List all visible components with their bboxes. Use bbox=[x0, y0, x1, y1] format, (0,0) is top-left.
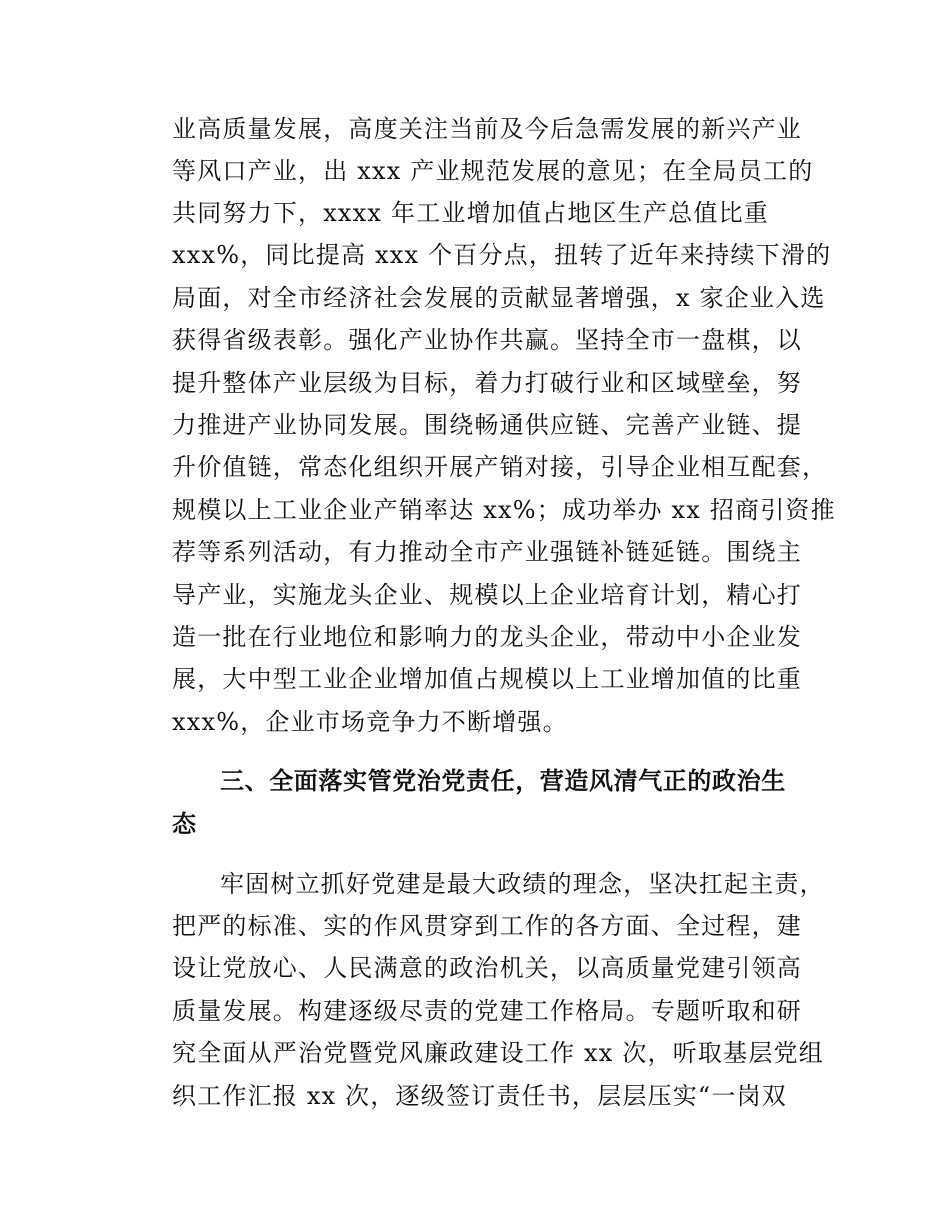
heading-line: 三、全面落实管党治党责任，营造风清气正的政治生 bbox=[220, 767, 786, 795]
text-line: 升价值链，常态化组织开展产销对接，引导企业相互配套， bbox=[172, 453, 828, 481]
text-line: xxx%，企业市场竞争力不断增强。 bbox=[172, 708, 568, 736]
text-line: xxx%，同比提高 xxx 个百分点，扭转了近年来持续下滑的 bbox=[172, 241, 832, 269]
text-line: 等风口产业，出 xxx 产业规范发展的意见；在全局员工的 bbox=[172, 157, 814, 185]
text-line: 导产业，实施龙头企业、规模以上企业培育计划，精心打 bbox=[172, 581, 802, 609]
text-line: 荐等系列活动，有力推动全市产业强链补链延链。围绕主 bbox=[172, 538, 802, 566]
text-line: 共同努力下，xxxx 年工业增加值占地区生产总值比重 bbox=[172, 199, 769, 227]
text-line: 把严的标准、实的作风贯穿到工作的各方面、全过程，建 bbox=[172, 912, 802, 940]
text-line: 质量发展。构建逐级尽责的党建工作格局。专题听取和研 bbox=[172, 997, 802, 1025]
text-line: 获得省级表彰。强化产业协作共赢。坚持全市一盘棋，以 bbox=[172, 326, 802, 354]
text-line: 牢固树立抓好党建是最大政绩的理念，坚决扛起主责， bbox=[220, 870, 825, 898]
text-line: 力推进产业协同发展。围绕畅通供应链、完善产业链、提 bbox=[172, 411, 802, 439]
text-line: 规模以上工业企业产销率达 xx%；成功举办 xx 招商引资推 bbox=[172, 496, 836, 524]
heading-line: 态 bbox=[172, 810, 197, 838]
text-line: 设让党放心、人民满意的政治机关，以高质量党建引领高 bbox=[172, 954, 802, 982]
text-line: 造一批在行业地位和影响力的龙头企业，带动中小企业发 bbox=[172, 623, 802, 651]
text-line: 提升整体产业层级为目标，着力打破行业和区域壁垒，努 bbox=[172, 369, 802, 397]
text-line: 究全面从严治党暨党风廉政建设工作 xx 次，听取基层党组 bbox=[172, 1039, 824, 1067]
text-line: 展，大中型工业企业增加值占规模以上工业增加值的比重 bbox=[172, 665, 802, 693]
text-line: 业高质量发展，高度关注当前及今后急需发展的新兴产业 bbox=[172, 115, 802, 143]
text-line: 织工作汇报 xx 次，逐级签订责任书，层层压实“一岗双 bbox=[172, 1082, 787, 1110]
text-line: 局面，对全市经济社会发展的贡献显著增强，x 家企业入选 bbox=[172, 284, 826, 312]
